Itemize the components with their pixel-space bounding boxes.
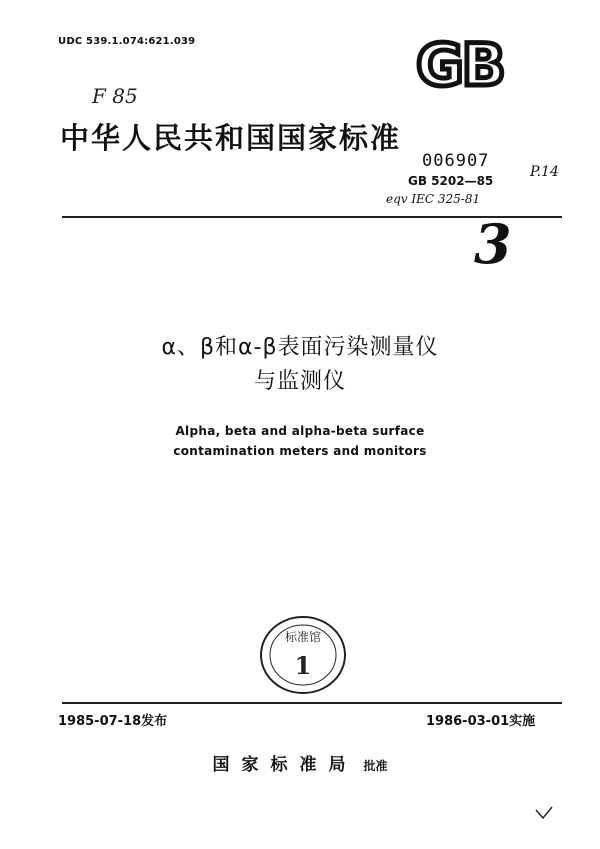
english-title-line-2: contamination meters and monitors	[173, 444, 427, 458]
issuer-line	[0, 750, 600, 775]
serial-number: 006907	[422, 151, 490, 171]
english-title-line-1: Alpha, beta and alpha-beta surface	[175, 424, 425, 438]
udc-code: UDC 539.1.074:621.039	[58, 36, 196, 47]
handwritten-number: 3	[474, 212, 512, 276]
library-stamp	[258, 614, 348, 696]
stamp-number: 1	[294, 651, 312, 680]
stamp-text: 标准馆	[284, 630, 322, 644]
footer-divider	[62, 702, 562, 704]
gb-logo	[404, 38, 516, 90]
handwritten-note: F 85	[92, 84, 138, 108]
approval-label: 批准	[363, 759, 388, 773]
issuer-name: 国家标准局	[212, 755, 358, 775]
gb-logo-text: GB	[416, 38, 504, 90]
page-note: P.14	[530, 164, 559, 180]
equivalence-note: eqv IEC 325-81	[386, 192, 481, 206]
check-mark-icon	[535, 806, 553, 820]
national-standard-title: 中华人民共和国国家标准	[60, 121, 402, 155]
issue-date: 1985-07-18发布	[58, 714, 168, 729]
effective-date: 1986-03-01实施	[426, 714, 536, 729]
chinese-title-line-1: α、β和α-β表面污染测量仪	[161, 335, 439, 360]
chinese-title-line-2: 与监测仪	[253, 369, 346, 394]
standard-code: GB 5202—85	[408, 174, 494, 188]
